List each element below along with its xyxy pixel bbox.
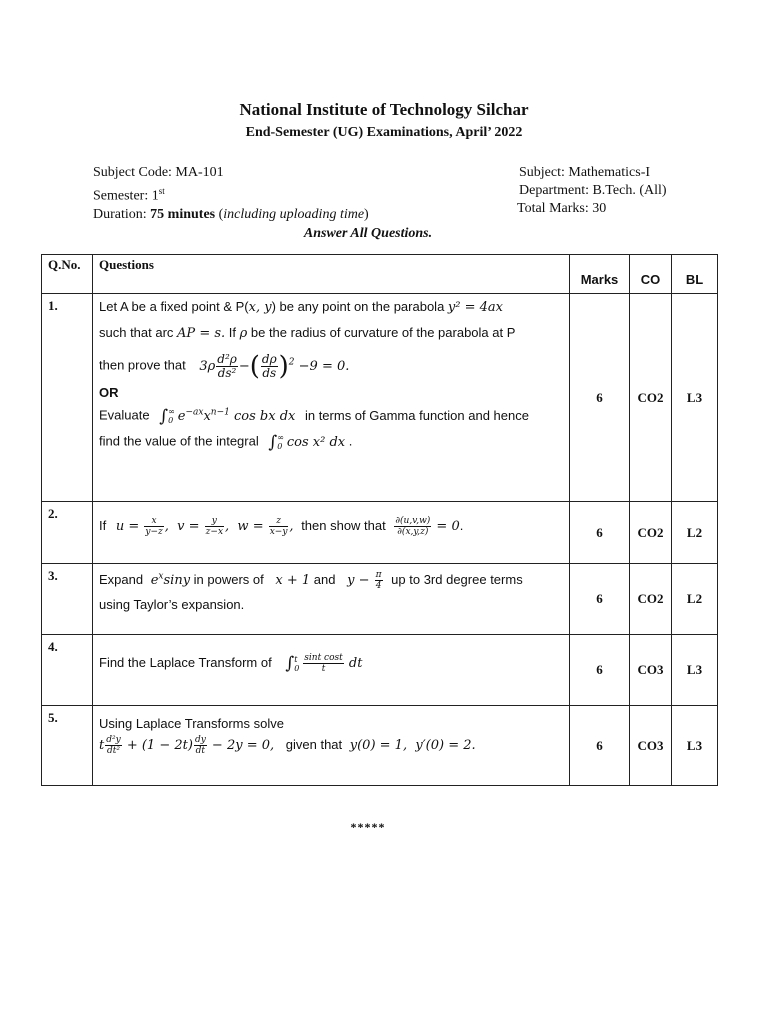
bl-2: L2 — [672, 502, 718, 564]
marks-4: 6 — [570, 635, 630, 706]
semester: Semester: 1st — [93, 186, 165, 204]
header-questions: Questions — [93, 255, 570, 294]
subject-code: Subject Code: MA-101 — [93, 165, 224, 180]
header-co: CO — [630, 255, 672, 294]
total-marks: Total Marks: 30 — [517, 201, 607, 216]
question-4: Find the Laplace Transform of ∫ t 0 $\frac{\text{sint cost}}{t}$ dt — [93, 635, 570, 706]
qno-3: 3. — [42, 564, 93, 635]
or-label: OR — [99, 385, 119, 400]
co-4: CO3 — [630, 635, 672, 706]
meta-right — [519, 164, 667, 218]
q1-equation: then prove that 3ρ $\frac{\text{d²ρ}}{\text{ds²}}$ −( $\frac{d\rho}{ds}$ )$^2$ −9 = 0. — [99, 351, 350, 381]
marks-1: 6 — [570, 294, 630, 502]
question-3: Expand $e^x\sin y$ in powers of x + 1 and y − $\frac{\pi}{4}$ up to 3rd degree terms using Taylor’s expansion. — [93, 564, 570, 635]
question-1: Let A be a fixed point & P(x, y) be any point on the parabola y² = 4ax such that arc AP = s. If ρ be the radius of curvature of the parabola at P then prove that 3ρ $\frac{\text{d²ρ}}{\text{ds²}}$ −( $\frac{d\rho}{ds}$ )$^2$ −9 = 0. OR Evaluate ∫ ∞ 0 $e^{-ax}x^{n-1}$ cos bx dx in terms of Gamma function and hence find the value of the integral ∫ ∞ 0 cos x² dx . — [93, 294, 570, 502]
qno-4: 4. — [42, 635, 93, 706]
marks-2: 6 — [570, 502, 630, 564]
question-5: Using Laplace Transforms solve t $\frac{\text{d²y}}{\text{dt²}}$ + (1 − 2t) $\frac{dy}{dt}$ − 2y = 0, given that y(0) = 1, y′(0) = 2. — [93, 706, 570, 786]
table-row — [42, 564, 718, 635]
duration: Duration: 75 minutes (including uploading time) — [93, 206, 369, 222]
co-2: CO2 — [630, 502, 672, 564]
qno-1: 1. — [42, 294, 93, 502]
department: Department: B.Tech. (All) — [519, 183, 667, 198]
question-2: If u = $\frac{x}{y-z}$ , v = $\frac{y}{z-x}$ , w = $\frac{z}{x-y}$ , then show that $\frac{\partial(u,v,w)}{\partial(x,y,z)}$ = 0. — [93, 502, 570, 564]
header-qno: Q.No. — [42, 255, 93, 294]
table-row — [42, 502, 718, 564]
exam-title: End-Semester (UG) Examinations, April’ 2022 — [245, 125, 523, 140]
marks-3: 6 — [570, 564, 630, 635]
qno-5: 5. — [42, 706, 93, 786]
subject: Subject: Mathematics-I — [519, 165, 651, 180]
institute-title: National Institute of Technology Silchar — [239, 100, 529, 119]
co-3: CO2 — [630, 564, 672, 635]
table-row — [42, 294, 718, 502]
qno-2: 2. — [42, 502, 93, 564]
instruction: Answer All Questions. — [303, 226, 433, 241]
table-row — [42, 635, 718, 706]
bl-5: L3 — [672, 706, 718, 786]
co-1: CO2 — [630, 294, 672, 502]
table-header-row — [42, 255, 718, 294]
marks-5: 6 — [570, 706, 630, 786]
end-marker: ***** — [350, 820, 386, 834]
bl-1: L3 — [672, 294, 718, 502]
table-row — [42, 706, 718, 786]
bl-4: L3 — [672, 635, 718, 706]
co-5: CO3 — [630, 706, 672, 786]
header-bl: BL — [672, 255, 718, 294]
bl-3: L2 — [672, 564, 718, 635]
question-table — [41, 254, 718, 786]
header-marks: Marks — [570, 255, 630, 294]
meta-left — [93, 164, 369, 224]
